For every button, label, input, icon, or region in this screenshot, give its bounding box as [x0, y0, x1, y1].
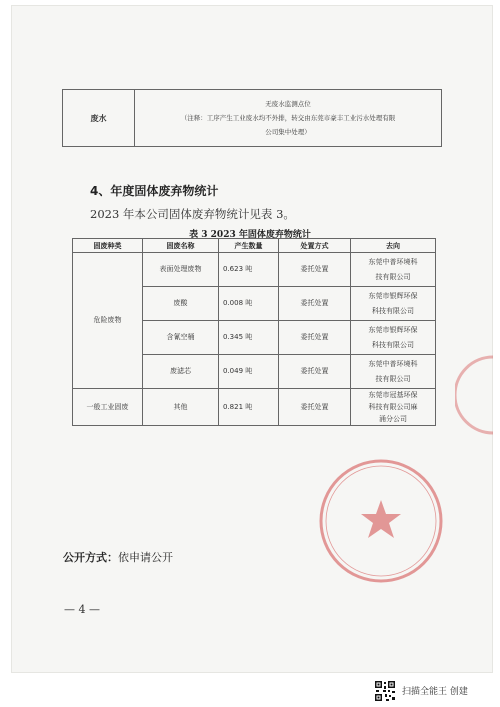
waste-name: 废酸	[143, 287, 219, 321]
disposal-method: 委托处置	[279, 355, 351, 389]
destination-line: 东莞市冠基环保	[368, 391, 418, 399]
destination	[351, 321, 436, 355]
header-name: 固废名称	[143, 239, 219, 253]
category-hazardous: 危险废物	[73, 253, 143, 389]
destination-line: 科技有限公司麻	[368, 403, 418, 411]
destination-line: 东莞中普环境科	[368, 257, 418, 266]
solid-waste-table	[72, 238, 436, 426]
scanner-brand: 扫描全能王 创建	[402, 687, 468, 697]
waste-quantity: 0.623 吨	[219, 253, 279, 287]
waste-name: 其他	[143, 389, 219, 426]
waste-quantity: 0.008 吨	[219, 287, 279, 321]
destination-line: 东莞中普环境科	[368, 359, 418, 368]
destination	[351, 287, 436, 321]
wastewater-note-line3: 公司集中处理）	[265, 128, 311, 136]
wastewater-note-line2: （注释：工序产生工业废水均不外排，转交由东莞市豪丰工业污水处理有限	[180, 114, 396, 122]
destination	[351, 389, 436, 426]
waste-quantity: 0.821 吨	[219, 389, 279, 426]
waste-name: 表面处理废物	[143, 253, 219, 287]
disclosure-value: 依申请公开	[118, 551, 173, 564]
waste-quantity: 0.049 吨	[219, 355, 279, 389]
disposal-method: 委托处置	[279, 321, 351, 355]
header-method: 处置方式	[279, 239, 351, 253]
qr-code-icon	[374, 680, 396, 702]
intro-paragraph: 2023 年本公司固体废弃物统计见表 3。	[90, 207, 295, 221]
destination-line: 技有限公司	[375, 272, 411, 281]
waste-quantity: 0.345 吨	[219, 321, 279, 355]
table-row	[73, 253, 436, 287]
destination	[351, 253, 436, 287]
waste-name: 废滤芯	[143, 355, 219, 389]
partial-seal-stamp	[455, 355, 495, 435]
company-seal-stamp	[316, 456, 446, 586]
table-row	[73, 389, 436, 426]
category-general: 一般工业固废	[73, 389, 143, 426]
wastewater-note	[135, 90, 442, 147]
destination-line: 科技有限公司	[372, 306, 414, 315]
section-heading: 4、年度固体废弃物统计	[90, 184, 219, 198]
disposal-method: 委托处置	[279, 253, 351, 287]
header-category: 固废种类	[73, 239, 143, 253]
page-number: — 4 —	[64, 603, 100, 616]
disposal-method: 委托处置	[279, 287, 351, 321]
destination-line: 技有限公司	[375, 374, 411, 383]
destination	[351, 355, 436, 389]
header-quantity: 产生数量	[219, 239, 279, 253]
destination-line: 东莞市银辉环保	[368, 291, 418, 300]
destination-line: 东莞市银辉环保	[368, 325, 418, 334]
wastewater-category: 废水	[63, 90, 135, 147]
wastewater-table	[62, 89, 442, 147]
waste-name: 含氰空桶	[143, 321, 219, 355]
wastewater-note-line1: 无废水监测点位	[265, 100, 311, 108]
destination-line: 涌分公司	[379, 415, 407, 423]
table-caption: 表 3 2023 年固体废弃物统计	[189, 230, 311, 240]
disclosure-label: 公开方式：	[63, 551, 118, 564]
disclosure-line	[63, 549, 173, 565]
table-header-row	[73, 239, 436, 253]
header-destination: 去向	[351, 239, 436, 253]
disposal-method: 委托处置	[279, 389, 351, 426]
destination-line: 科技有限公司	[372, 340, 414, 349]
